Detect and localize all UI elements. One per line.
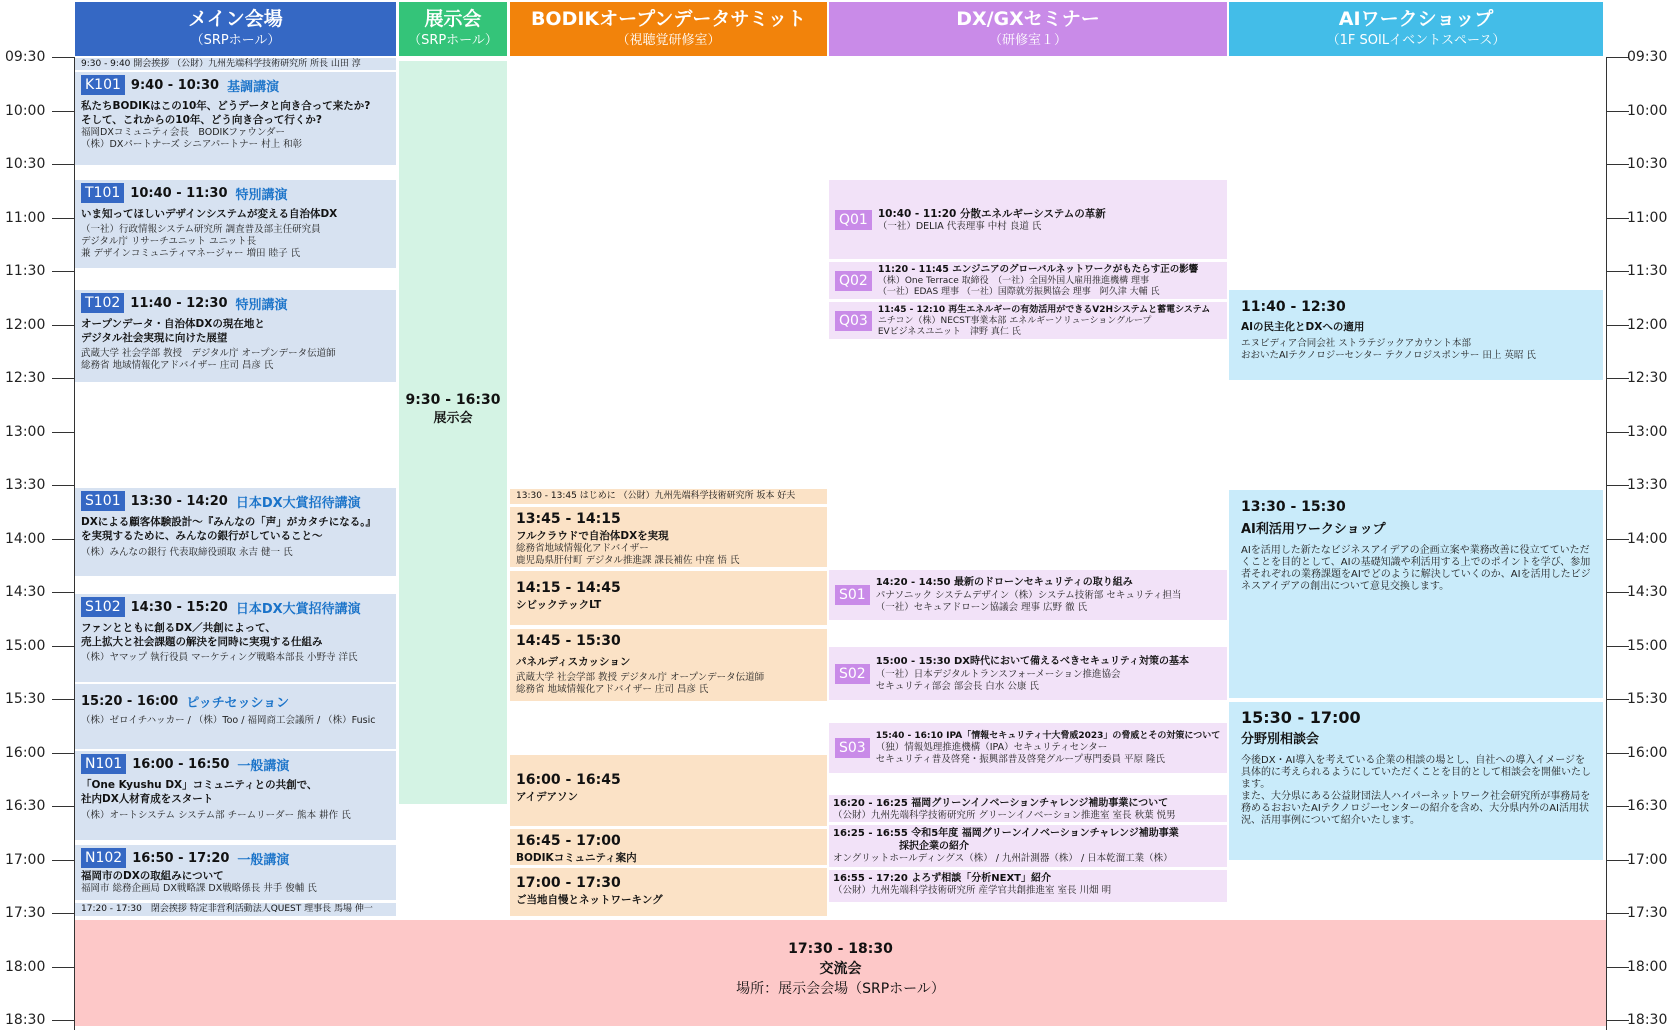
right-time-label: 14:00 bbox=[1627, 531, 1668, 547]
left-time-label: 13:30 bbox=[5, 477, 46, 493]
speaker: 武蔵大学 社会学部 教授 デジタル庁 オープンデータ伝道師 bbox=[81, 348, 336, 359]
speaker: （株）One Terrace 取締役 （一社）全国外国人雇用推進機構 理事 bbox=[877, 275, 1150, 286]
session-time: 15:20 - 16:00 bbox=[81, 694, 179, 709]
header-bodik-sub: （視聴覚研修室） bbox=[616, 33, 721, 48]
right-time-label: 14:30 bbox=[1627, 584, 1668, 600]
right-tick bbox=[1607, 325, 1629, 326]
header-expo-title: 展示会 bbox=[424, 8, 482, 30]
code-badge: S101 bbox=[81, 491, 125, 511]
session-time: 11:40 - 12:30 bbox=[130, 295, 228, 311]
right-tick bbox=[1607, 164, 1629, 165]
session-kind: 一般講演 bbox=[237, 758, 290, 774]
left-tick bbox=[52, 860, 74, 861]
left-time-label: 10:00 bbox=[5, 103, 46, 119]
right-tick bbox=[1607, 485, 1629, 486]
session-t102[interactable] bbox=[75, 290, 396, 382]
header-main-hall bbox=[75, 2, 396, 56]
session-title: 10:40 - 11:20 分散エネルギーシステムの革新 bbox=[877, 207, 1106, 220]
header-expo-sub: （SRPホール） bbox=[408, 33, 498, 48]
speaker: 総務省地域情報化アドバイザー bbox=[516, 543, 649, 554]
speaker-2: （株）DXパートナーズ シニアパートナー 村上 和彰 bbox=[81, 139, 303, 150]
speaker: オングリットホールディングス（株） / 九州計測器（株） / 日本乾溜工業（株） bbox=[833, 853, 1173, 864]
session-time: 16:00 - 16:45 bbox=[516, 772, 621, 788]
session-k101[interactable] bbox=[75, 72, 396, 165]
speaker-2: 総務省 地域情報化アドバイザー 庄司 昌彦 氏 bbox=[516, 684, 709, 695]
session-title: シビックテックLT bbox=[516, 599, 602, 611]
speaker: （公財）九州先端科学技術研究所 グリーンイノベーション推進室 室長 秋葉 悦男 bbox=[833, 810, 1176, 821]
closing-remarks bbox=[75, 903, 396, 916]
left-time-label: 10:30 bbox=[5, 156, 46, 172]
left-time-label: 13:00 bbox=[5, 424, 46, 440]
right-time-label: 18:00 bbox=[1627, 959, 1668, 975]
session-title: BODIKコミュニティ案内 bbox=[516, 852, 637, 864]
session-kind: 特別講演 bbox=[235, 297, 288, 313]
session-title-2: 採択企業の紹介 bbox=[899, 841, 969, 852]
right-time-label: 11:30 bbox=[1627, 263, 1668, 279]
left-time-label: 18:00 bbox=[5, 959, 46, 975]
right-tick bbox=[1607, 271, 1629, 272]
speaker-2: 鹿児島県肝付町 デジタル推進課 課長補佐 中窪 悟 氏 bbox=[516, 555, 740, 566]
speaker: （株）みんなの銀行 代表取締役頭取 永吉 健一 氏 bbox=[81, 547, 293, 558]
right-tick bbox=[1607, 967, 1629, 968]
session-title: 16:55 - 17:20 よろず相談「分析NEXT」紹介 bbox=[833, 873, 1051, 884]
left-tick bbox=[52, 753, 74, 754]
speaker: （一社）日本デジタルトランスフォーメーション推進協会 bbox=[875, 668, 1121, 680]
header-expo bbox=[399, 2, 507, 56]
speaker-2: セキュリティ普及啓発・振興部普及啓発グループ専門委員 平原 隆氏 bbox=[875, 754, 1166, 765]
dx-session-q03[interactable] bbox=[829, 302, 1227, 339]
code-badge: Q02 bbox=[835, 271, 872, 291]
left-tick bbox=[52, 646, 74, 647]
speaker-2: セキュリティ部会 部会長 白水 公康 氏 bbox=[875, 680, 1039, 692]
left-time-label: 15:00 bbox=[5, 638, 46, 654]
speaker: 福岡DXコミュニティ会長 BODIKファウンダー bbox=[81, 127, 285, 138]
right-time-label: 16:30 bbox=[1627, 798, 1668, 814]
dx-session-q01[interactable] bbox=[829, 180, 1227, 259]
bodik-session-1[interactable] bbox=[510, 507, 827, 567]
header-ai-sub: （1F SOILイベントスペース） bbox=[1326, 33, 1506, 48]
session-title: 「One Kyushu DX」コミュニティとの共創で、 bbox=[81, 779, 318, 791]
session-title: 福岡市のDXの取組みについて bbox=[81, 870, 224, 882]
right-time-label: 09:30 bbox=[1627, 49, 1668, 65]
session-kind: ピッチセッション bbox=[186, 696, 290, 711]
session-title: 11:20 - 11:45 エンジニアのグローバルネットワークがもたらす正の影響 bbox=[877, 263, 1199, 275]
speaker: （株）オートシステム システム部 チームリーダー 熊本 耕作 氏 bbox=[81, 810, 351, 821]
session-title-2: を実現するために、みんなの銀行がしていること～ bbox=[81, 530, 323, 542]
speaker-2: デジタル庁 リサーチユニット ユニット長 bbox=[81, 236, 257, 247]
speaker: ニチコン（株）NECST事業本部 エネルギーソリューショングループ bbox=[877, 315, 1152, 326]
right-tick bbox=[1607, 699, 1629, 700]
opening-text: 9:30 - 9:40 開会挨拶 （公財）九州先端科学技術研究所 所長 山田 淳 bbox=[81, 59, 361, 69]
session-s101[interactable] bbox=[75, 488, 396, 576]
session-title-2: そして、これからの10年、どう向き合って行くか? bbox=[81, 114, 322, 126]
code-badge: Q03 bbox=[835, 311, 872, 331]
right-time-label: 10:30 bbox=[1627, 156, 1668, 172]
dx-session-q02[interactable] bbox=[829, 262, 1227, 299]
right-tick bbox=[1607, 646, 1629, 647]
header-bodik bbox=[510, 2, 827, 56]
left-tick bbox=[52, 378, 74, 379]
code-badge: S03 bbox=[835, 738, 870, 758]
header-dxgx bbox=[829, 2, 1227, 56]
left-tick bbox=[52, 967, 74, 968]
speaker-2: （一社）セキュアドローン協議会 理事 広野 徹 氏 bbox=[875, 602, 1088, 613]
session-description: 今後DX・AI導入を考えている企業の相談の場とし、自社への導入イメージを具体的に考えられるようにしていただくことを目的として相談会を開催いたします。 bbox=[1241, 755, 1591, 790]
session-title: AI利活用ワークショップ bbox=[1241, 522, 1386, 537]
right-tick bbox=[1607, 111, 1629, 112]
right-tick bbox=[1607, 913, 1629, 914]
header-dx-title: DX/GXセミナー bbox=[956, 8, 1100, 30]
code-badge: S102 bbox=[81, 597, 125, 617]
session-kind: 日本DX大賞招待講演 bbox=[235, 601, 361, 617]
session-kind: 特別講演 bbox=[235, 187, 288, 203]
left-time-label: 16:30 bbox=[5, 798, 46, 814]
session-title: フルクラウドで自治体DXを実現 bbox=[516, 530, 669, 542]
left-time-label: 11:00 bbox=[5, 210, 46, 226]
speaker-2: 総務省 地域情報化アドバイザー 庄司 昌彦 氏 bbox=[81, 360, 274, 371]
session-title: いま知ってほしいデザインシステムが変える自治体DX bbox=[81, 208, 338, 220]
left-time-label: 15:30 bbox=[5, 691, 46, 707]
dx-green-2[interactable] bbox=[829, 825, 1227, 867]
speaker: （一社）DELIA 代表理事 中村 良道 氏 bbox=[877, 220, 1042, 232]
ai-workshop[interactable] bbox=[1229, 490, 1603, 698]
session-description: AIを活用した新たなビジネスアイデアの企画立案や業務改善に役立てていただくことを目的として、AIの基礎知識や利活用する上でのポイントを学び、参加者それぞれの業務課題をAIでどのように解決していくのか、AIを活用したビジネスアイデアの創出について意見交換します。 bbox=[1241, 545, 1591, 592]
right-tick bbox=[1607, 218, 1629, 219]
session-title-2: 売上拡大と社会課題の解決を同時に実現する仕組み bbox=[81, 636, 323, 648]
session-time: 14:30 - 15:20 bbox=[130, 599, 228, 615]
right-time-label: 12:00 bbox=[1627, 317, 1668, 333]
bodik-session-3[interactable] bbox=[510, 629, 827, 701]
speaker: （株）ヤマップ 執行役員 マーケティング戦略本部長 小野寺 洋氏 bbox=[81, 652, 358, 663]
session-title: 14:20 - 14:50 最新のドローンセキュリティの取り組み bbox=[875, 577, 1133, 588]
left-tick bbox=[52, 325, 74, 326]
right-time-label: 13:00 bbox=[1627, 424, 1668, 440]
session-time: 13:30 - 14:20 bbox=[130, 493, 228, 509]
right-tick bbox=[1607, 592, 1629, 593]
session-description-2: また、大分県にある公益財団法人ハイパーネットワーク社会研究所が事務局を務めるおおいたAIテクノロジーセンターの紹介を含め、大分県内外のAI活用状況、活用事例について紹介いたします。 bbox=[1241, 791, 1591, 826]
bodik-session-4[interactable] bbox=[510, 755, 827, 826]
session-title: 私たちBODIKはこの10年、どうデータと向き合って来たか? bbox=[81, 100, 371, 112]
speaker: （公財）九州先端科学技術研究所 産学官共創推進室 室長 川畑 明 bbox=[833, 885, 1112, 896]
session-title: 16:25 - 16:55 令和5年度 福岡グリーンイノベーションチャレンジ補助事業 bbox=[833, 828, 1179, 839]
speaker: （独）情報処理推進機構（IPA）セキュリティセンター bbox=[875, 742, 1108, 753]
ai-consultation[interactable] bbox=[1229, 702, 1603, 860]
session-time: 17:00 - 17:30 bbox=[516, 875, 621, 891]
reception-time: 17:30 - 18:30 bbox=[788, 941, 893, 957]
left-tick bbox=[52, 1020, 74, 1021]
left-time-label: 16:00 bbox=[5, 745, 46, 761]
session-kind: 基調講演 bbox=[227, 79, 280, 95]
left-tick bbox=[52, 111, 74, 112]
left-time-label: 12:30 bbox=[5, 370, 46, 386]
session-s102[interactable] bbox=[75, 594, 396, 682]
left-tick bbox=[52, 57, 74, 58]
right-time-label: 15:00 bbox=[1627, 638, 1668, 654]
bodik-session-2[interactable] bbox=[510, 571, 827, 625]
session-pitch[interactable] bbox=[75, 684, 396, 749]
header-ai-workshop bbox=[1229, 2, 1603, 56]
speaker: （一社）行政情報システム研究所 調査普及部主任研究員 bbox=[81, 224, 321, 235]
session-time: 9:40 - 10:30 bbox=[130, 77, 220, 93]
expo-time: 9:30 - 16:30 bbox=[405, 392, 501, 408]
bodik-session-6[interactable] bbox=[510, 868, 827, 916]
right-time-label: 15:30 bbox=[1627, 691, 1668, 707]
left-time-label: 18:30 bbox=[5, 1012, 46, 1028]
session-title: オープンデータ・自治体DXの現在地と bbox=[81, 318, 265, 330]
right-tick bbox=[1607, 432, 1629, 433]
speaker: （株）ゼロイチハッカー / （株）Too / 福岡商工会議所 / （株）Fusic bbox=[81, 715, 376, 726]
session-time: 14:45 - 15:30 bbox=[516, 633, 621, 649]
left-tick bbox=[52, 218, 74, 219]
left-tick bbox=[52, 164, 74, 165]
session-title: パネルディスカッション bbox=[516, 656, 631, 668]
session-time: 15:30 - 17:00 bbox=[1241, 708, 1361, 727]
header-main-title: メイン会場 bbox=[188, 8, 283, 30]
reception-title: 交流会 bbox=[819, 961, 862, 977]
left-tick bbox=[52, 432, 74, 433]
session-title: 15:40 - 16:10 IPA「情報セキュリティ十大脅威2023」の脅威とその対策について bbox=[875, 731, 1221, 741]
session-t101[interactable] bbox=[75, 180, 396, 268]
code-badge: S01 bbox=[835, 585, 870, 605]
speaker-2: （一社）EDAS 理事 （一社）国際就労振興協会 理事 阿久津 大輔 氏 bbox=[877, 286, 1160, 297]
session-n101[interactable] bbox=[75, 751, 396, 840]
right-tick bbox=[1607, 860, 1629, 861]
bodik-session-5[interactable] bbox=[510, 829, 827, 865]
right-tick bbox=[1607, 57, 1629, 58]
right-time-label: 11:00 bbox=[1627, 210, 1668, 226]
left-time-label: 14:00 bbox=[5, 531, 46, 547]
left-tick bbox=[52, 485, 74, 486]
session-time: 14:15 - 14:45 bbox=[516, 580, 621, 596]
session-time: 11:40 - 12:30 bbox=[1241, 299, 1346, 315]
session-time: 16:50 - 17:20 bbox=[132, 850, 230, 866]
session-title: 11:45 - 12:10 再生エネルギーの有効活用ができるV2Hシステムと蓄電システム bbox=[877, 304, 1211, 315]
right-time-label: 12:30 bbox=[1627, 370, 1668, 386]
speaker-3: 兼 デザインコミュニティマネージャー 増田 睦子 氏 bbox=[81, 248, 301, 259]
expo-title: 展示会 bbox=[433, 411, 473, 426]
right-tick bbox=[1607, 1020, 1629, 1021]
bodik-intro bbox=[510, 489, 827, 504]
right-tick bbox=[1607, 378, 1629, 379]
session-title: アイデアソン bbox=[516, 791, 579, 803]
code-badge: Q01 bbox=[835, 210, 872, 230]
left-tick bbox=[52, 592, 74, 593]
left-time-label: 14:30 bbox=[5, 584, 46, 600]
session-time: 13:30 - 15:30 bbox=[1241, 499, 1346, 515]
code-badge: T102 bbox=[81, 293, 124, 313]
session-title-2: 社内DX人材育成をスタート bbox=[81, 793, 214, 805]
session-title: AIの民主化とDXへの適用 bbox=[1241, 321, 1365, 333]
bodik-intro-text: 13:30 - 13:45 はじめに （公財）九州先端科学技術研究所 坂本 好夫 bbox=[516, 491, 796, 501]
right-time-label: 18:30 bbox=[1627, 1012, 1668, 1028]
session-time: 13:45 - 14:15 bbox=[516, 511, 621, 527]
right-time-label: 17:00 bbox=[1627, 852, 1668, 868]
session-title-2: デジタル社会実現に向けた展望 bbox=[81, 332, 228, 344]
right-tick bbox=[1607, 539, 1629, 540]
code-badge: K101 bbox=[81, 75, 125, 95]
session-title: DXによる顧客体験設計～『みんなの「声」がカタチになる。』 bbox=[81, 516, 377, 528]
left-time-label: 09:30 bbox=[5, 49, 46, 65]
speaker: 福岡市 総務企画局 DX戦略課 DX戦略係長 井手 俊輔 氏 bbox=[81, 883, 317, 894]
right-tick bbox=[1607, 806, 1629, 807]
header-ai-title: AIワークショップ bbox=[1338, 8, 1494, 30]
right-time-label: 10:00 bbox=[1627, 103, 1668, 119]
header-bodik-title: BODIKオープンデータサミット bbox=[530, 8, 807, 30]
dx-green-1[interactable] bbox=[829, 795, 1227, 822]
ai-session-1[interactable] bbox=[1229, 290, 1603, 380]
session-kind: 一般講演 bbox=[237, 852, 290, 868]
header-dx-sub: （研修室１） bbox=[988, 33, 1067, 48]
session-time: 10:40 - 11:30 bbox=[130, 185, 228, 201]
session-time: 16:00 - 16:50 bbox=[132, 756, 230, 772]
expo-block[interactable] bbox=[399, 61, 507, 804]
session-n102[interactable] bbox=[75, 845, 396, 900]
session-title: 分野別相談会 bbox=[1241, 732, 1320, 747]
left-time-label: 17:30 bbox=[5, 905, 46, 921]
left-tick bbox=[52, 699, 74, 700]
left-tick bbox=[52, 806, 74, 807]
left-tick bbox=[52, 271, 74, 272]
session-title: ご当地自慢とネットワーキング bbox=[516, 894, 663, 906]
speaker: パナソニック システムデザイン（株）システム技術部 セキュリティ担当 bbox=[875, 590, 1182, 601]
header-main-sub: （SRPホール） bbox=[190, 33, 281, 48]
right-time-label: 13:30 bbox=[1627, 477, 1668, 493]
session-time: 16:45 - 17:00 bbox=[516, 833, 621, 849]
left-tick bbox=[52, 539, 74, 540]
closing-text: 17:20 - 17:30 閉会挨拶 特定非営利活動法人QUEST 理事長 馬場 伸一 bbox=[81, 904, 373, 914]
right-tick bbox=[1607, 753, 1629, 754]
opening-remarks bbox=[75, 58, 396, 70]
speaker-2: EVビジネスユニット 津野 真仁 氏 bbox=[877, 326, 1021, 337]
code-badge: N102 bbox=[81, 848, 126, 868]
right-time-label: 17:30 bbox=[1627, 905, 1668, 921]
speaker: エヌビディア合同会社 ストラテジックアカウント本部 bbox=[1241, 338, 1471, 349]
code-badge: T101 bbox=[81, 183, 124, 203]
left-time-label: 11:30 bbox=[5, 263, 46, 279]
left-time-label: 12:00 bbox=[5, 317, 46, 333]
right-time-axis bbox=[1606, 57, 1607, 1030]
dx-session-s03[interactable] bbox=[829, 723, 1227, 773]
left-time-label: 17:00 bbox=[5, 852, 46, 868]
speaker: 武蔵大学 社会学部 教授 デジタル庁 オープンデータ伝道師 bbox=[516, 672, 765, 683]
code-badge: N101 bbox=[81, 754, 126, 774]
left-tick bbox=[52, 913, 74, 914]
dx-session-s02[interactable] bbox=[829, 647, 1227, 700]
session-kind: 日本DX大賞招待講演 bbox=[235, 495, 361, 511]
reception-block[interactable] bbox=[75, 920, 1606, 1026]
reception-place: 場所：展示会会場（SRPホール） bbox=[736, 981, 945, 997]
right-time-label: 16:00 bbox=[1627, 745, 1668, 761]
dx-session-s01[interactable] bbox=[829, 570, 1227, 620]
session-title: ファンとともに創るDX／共創によって、 bbox=[81, 622, 276, 634]
session-title: 16:20 - 16:25 福岡グリーンイノベーションチャレンジ補助事業について bbox=[833, 798, 1169, 809]
code-badge: S02 bbox=[835, 664, 870, 684]
dx-green-3[interactable] bbox=[829, 870, 1227, 902]
session-title: 15:00 - 15:30 DX時代において備えるべきセキュリティ対策の基本 bbox=[875, 655, 1189, 667]
speaker-2: おおいたAIテクノロジーセンター テクノロジスポンサー 田上 英昭 氏 bbox=[1241, 350, 1536, 361]
